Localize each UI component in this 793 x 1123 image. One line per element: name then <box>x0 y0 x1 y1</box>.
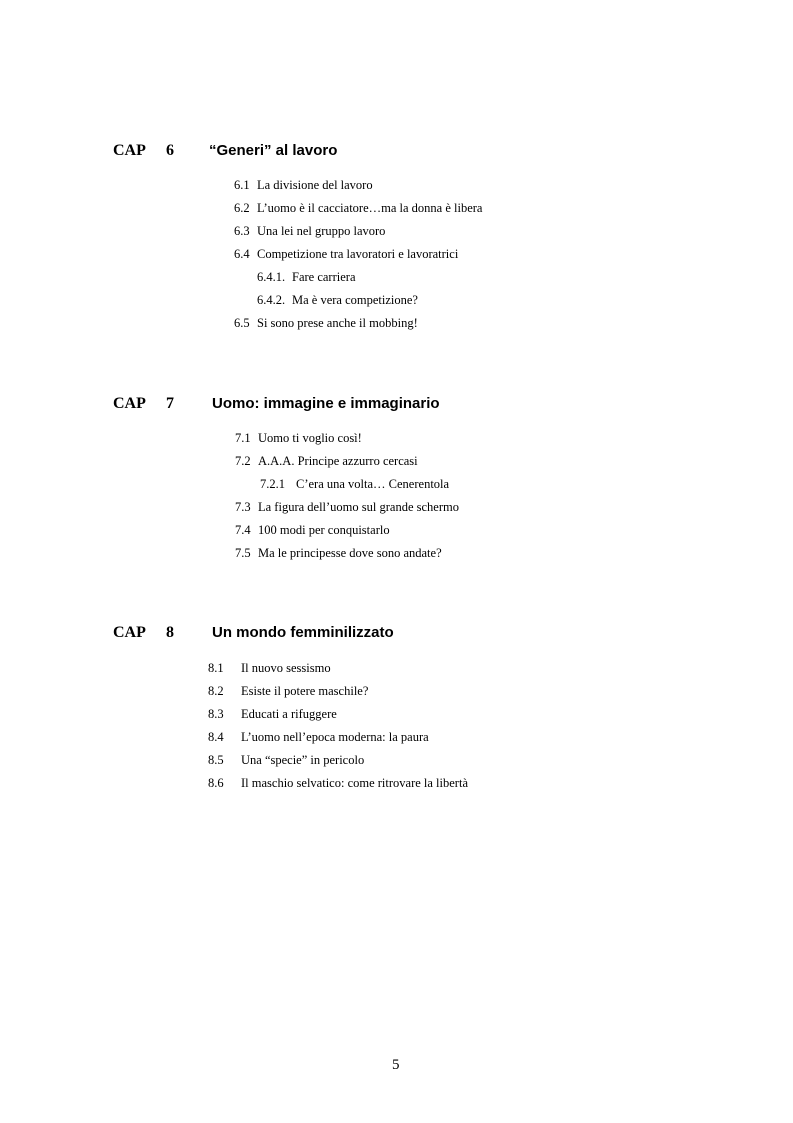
toc-item-text: Si sono prese anche il mobbing! <box>257 316 418 330</box>
toc-item-number: 7.2 <box>235 454 251 468</box>
toc-item-text: Una lei nel gruppo lavoro <box>257 224 386 238</box>
toc-item-number: 8.3 <box>208 707 224 721</box>
toc-item-number: 6.4.2. <box>257 293 286 307</box>
toc-item-number: 6.2 <box>234 201 250 215</box>
toc-item-number: 8.4 <box>208 730 224 744</box>
toc-item-number: 7.3 <box>235 500 251 514</box>
chapter-label: CAP <box>113 624 146 641</box>
toc-item-number: 6.3 <box>234 224 250 238</box>
toc-item-text: Esiste il potere maschile? <box>241 684 369 698</box>
toc-item-text: Una “specie” in pericolo <box>241 753 365 767</box>
toc-item-number: 8.2 <box>208 684 224 698</box>
toc-item-text: Competizione tra lavoratori e lavoratrici <box>257 247 459 261</box>
page-number: 5 <box>392 1057 400 1073</box>
toc-item-text: Il nuovo sessismo <box>241 661 331 675</box>
chapter-number: 8 <box>166 624 174 641</box>
toc-item-number: 8.6 <box>208 776 224 790</box>
toc-item-text: A.A.A. Principe azzurro cercasi <box>258 454 418 468</box>
toc-item-text: La figura dell’uomo sul grande schermo <box>258 500 459 514</box>
toc-item-number: 6.1 <box>234 178 250 192</box>
toc-item-text: La divisione del lavoro <box>257 178 373 192</box>
chapter-label: CAP <box>113 395 146 412</box>
chapter-title: Un mondo femminilizzato <box>212 624 394 641</box>
toc-item-number: 6.4.1. <box>257 270 286 284</box>
chapter-title: “Generi” al lavoro <box>209 142 338 159</box>
toc-item-number: 7.1 <box>235 431 251 445</box>
toc-item-text: Fare carriera <box>292 270 356 284</box>
toc-item-text: Ma è vera competizione? <box>292 293 418 307</box>
chapter-number: 6 <box>166 142 174 159</box>
toc-item-number: 6.5 <box>234 316 250 330</box>
toc-item-text: Ma le principesse dove sono andate? <box>258 546 442 560</box>
toc-item-text: 100 modi per conquistarlo <box>258 523 390 537</box>
chapter-title: Uomo: immagine e immaginario <box>212 395 440 412</box>
toc-item-number: 8.5 <box>208 753 224 767</box>
toc-item-text: Educati a rifuggere <box>241 707 337 721</box>
toc-item-number: 7.4 <box>235 523 251 537</box>
toc-item-number: 7.5 <box>235 546 251 560</box>
chapter-number: 7 <box>166 395 174 412</box>
toc-item-text: L’uomo nell’epoca moderna: la paura <box>241 730 429 744</box>
toc-item-number: 6.4 <box>234 247 250 261</box>
toc-item-text: L’uomo è il cacciatore…ma la donna è libera <box>257 201 483 215</box>
toc-item-text: C’era una volta… Cenerentola <box>296 477 450 491</box>
toc-item-number: 7.2.1 <box>260 477 285 491</box>
toc-item-number: 8.1 <box>208 661 224 675</box>
toc-item-text: Uomo ti voglio così! <box>258 431 362 445</box>
toc-item-text: Il maschio selvatico: come ritrovare la libertà <box>241 776 468 790</box>
chapter-label: CAP <box>113 142 146 159</box>
